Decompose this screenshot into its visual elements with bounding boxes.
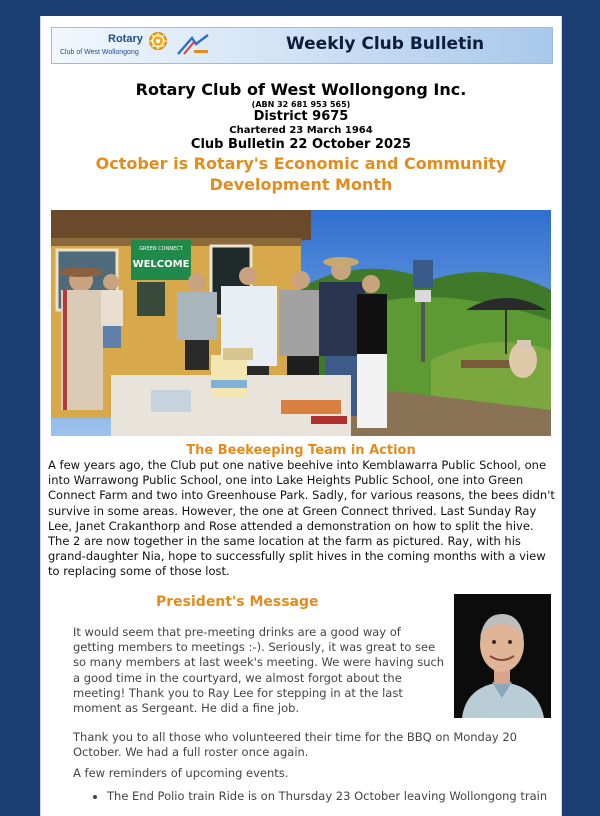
presidents-message-heading: President's Message xyxy=(156,594,319,610)
presidents-message-para-2: Thank you to all those who volunteered their time for the BBQ on Monday 20 October. We had a full roster once again. xyxy=(73,730,518,760)
club-district: District 9675 xyxy=(253,109,349,124)
club-chartered: Chartered 23 March 1964 xyxy=(229,125,373,136)
bulletin-date: Club Bulletin 22 October 2025 xyxy=(190,137,412,152)
rotary-wheel-icon xyxy=(148,31,168,51)
reminders-list xyxy=(91,789,562,804)
bulletin-page xyxy=(40,16,562,816)
presidents-message-para-3: A few reminders of upcoming events. xyxy=(73,766,289,780)
photo-sign-main: WELCOME xyxy=(132,259,190,270)
list-item: • The End Polio train Ride is on Thursday 23 October leaving Wollongong train xyxy=(107,789,562,804)
rotary-logo-word: Rotary xyxy=(108,33,143,45)
club-name: Rotary Club of West Wollongong Inc. xyxy=(135,80,467,99)
month-theme-heading: October is Rotary's Economic and Community Development Month xyxy=(95,154,507,194)
president-portrait xyxy=(454,594,551,718)
bulletin-banner xyxy=(51,27,553,64)
banner-title: Weekly Club Bulletin xyxy=(286,34,485,54)
rotary-logo xyxy=(58,31,166,60)
club-abn: (ABN 32 681 953 565) xyxy=(251,100,351,109)
beekeeping-team-photo xyxy=(51,210,551,436)
partner-logo-icon xyxy=(176,32,210,58)
photo-sign-top: GREEN CONNECT xyxy=(139,246,183,252)
rotary-logo-club: Club of West Wollongong xyxy=(60,49,139,56)
presidents-message-para-1: It would seem that pre-meeting drinks are a good way of getting members to meetings :-). Seriously, it was great to see so many members at last week's meeting. We were having such a good time in the courtyard, we almost forgot about the meeting! Thank you to Ray Lee for stepping in at the last moment as Sergeant. He did a fine job. xyxy=(73,625,445,716)
beekeeping-story: A few years ago, the Club put one native beehive into Kemblawarra Public School, one into Warrawong Public School, one into Lake Heights Public School, one into Green Connect Farm and two into Greenhouse Park. Sadly, for various reasons, the bees didn't survive in some areas. However, the one at Green Connect thrived. Last Sunday Ray Lee, Janet Crakanthorp and Rose attended a demonstration on how to split the hive. The 2 are now together in the same location at the farm as pictured. Ray, with his grand-daughter Nia, hope to successfully split hives in the coming months with a view to replacing some of those lost. xyxy=(48,458,555,579)
photo-caption: The Beekeeping Team in Action xyxy=(186,443,416,458)
